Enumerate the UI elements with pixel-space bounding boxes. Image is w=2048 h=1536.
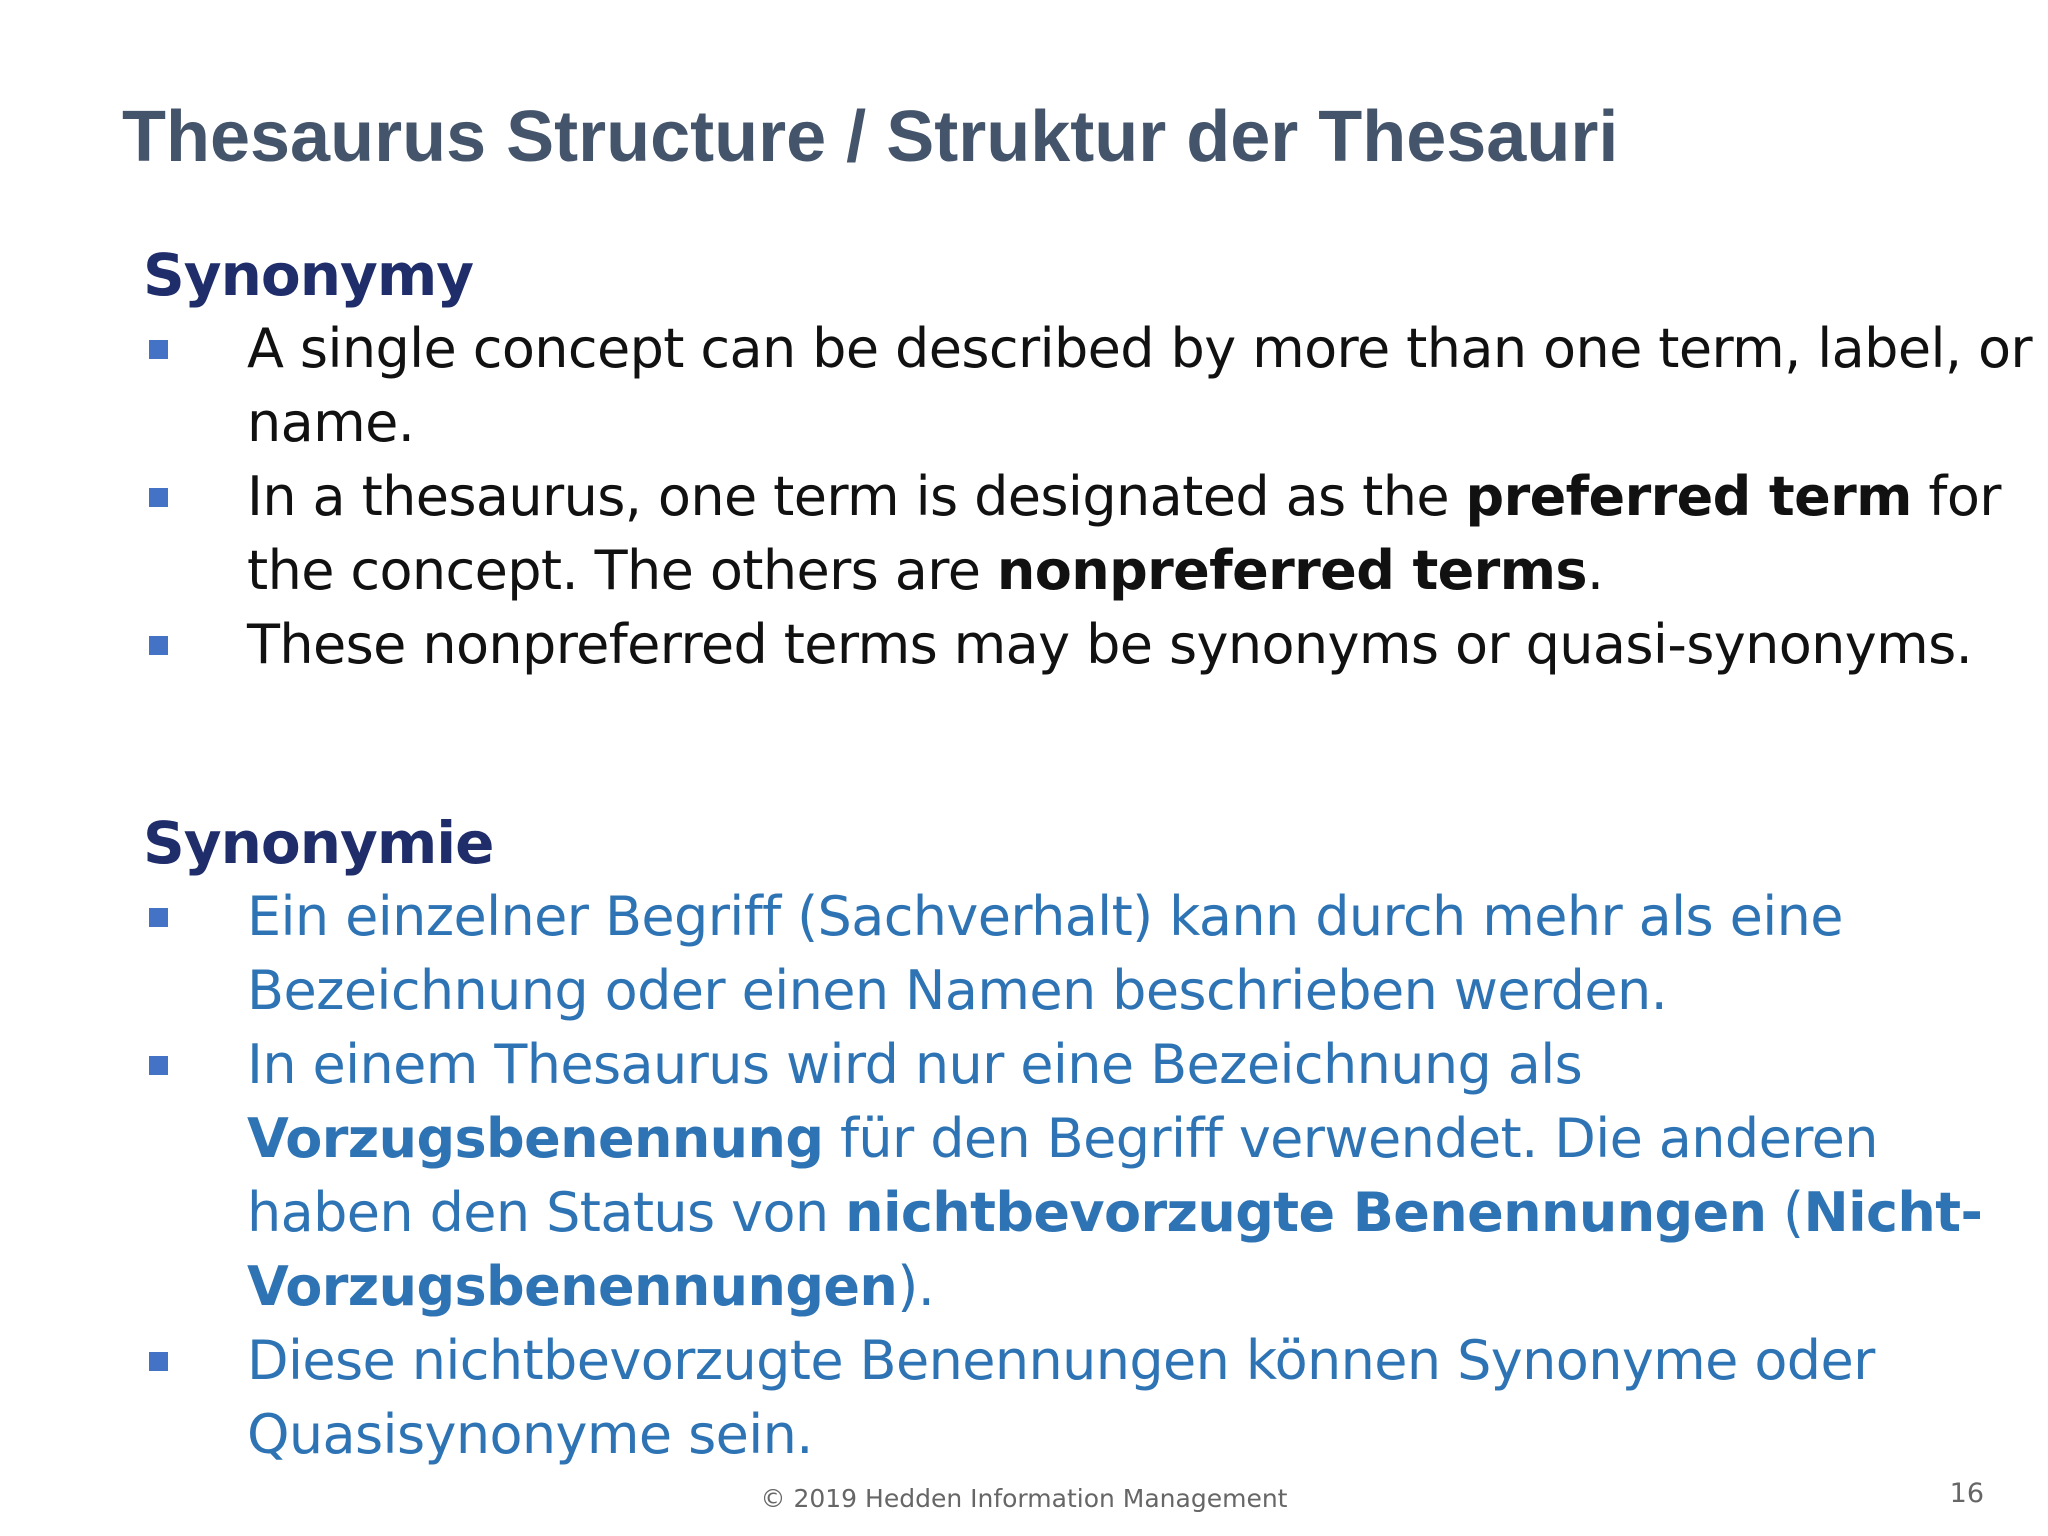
bullet-text: für den Begriff verwendet. Die anderen haben den Status von xyxy=(247,1107,1878,1244)
german-section xyxy=(143,806,2047,1472)
slide-title: Thesaurus Structure / Struktur der Thesauri xyxy=(122,97,1619,177)
bullet-item xyxy=(143,1324,2047,1472)
bullet-text: A single concept can be described by more than one term, label, or name. xyxy=(247,317,2033,454)
bullet-text: Ein einzelner Begriff (Sachverhalt) kann durch mehr als eine Bezeichnung oder einen Namen beschrieben werden. xyxy=(247,885,1843,1022)
bullet-item xyxy=(143,880,2047,1028)
german-bullet-list xyxy=(143,880,2047,1472)
bullet-item xyxy=(143,1028,2047,1324)
bold-term: Nicht-Vorzugsbenennungen xyxy=(247,1181,1983,1318)
bullet-text: In einem Thesaurus wird nur eine Bezeichnung als xyxy=(247,1033,1583,1096)
bullet-text: These nonpreferred terms may be synonyms or quasi-synonyms. xyxy=(247,613,1973,676)
bold-term: nichtbevorzugte Benennungen xyxy=(845,1181,1767,1244)
square-bullet-icon xyxy=(149,340,168,359)
bullet-text: for the concept. The others are xyxy=(247,465,2001,602)
square-bullet-icon xyxy=(149,488,168,507)
square-bullet-icon xyxy=(149,1056,168,1075)
bold-term: preferred term xyxy=(1465,465,1912,528)
english-section xyxy=(143,238,2047,682)
english-bullet-list xyxy=(143,312,2047,682)
bullet-text: Diese nichtbevorzugte Benennungen können Synonyme oder Quasisynonyme sein. xyxy=(247,1329,1875,1466)
bullet-item xyxy=(143,312,2047,460)
square-bullet-icon xyxy=(149,636,168,655)
square-bullet-icon xyxy=(149,908,168,927)
bold-term: Vorzugsbenennung xyxy=(247,1107,824,1170)
page-number: 16 xyxy=(1949,1478,1984,1509)
bullet-item xyxy=(143,460,2047,608)
german-heading: Synonymie xyxy=(143,809,494,877)
bullet-text: ( xyxy=(1766,1181,1804,1244)
bullet-text: ). xyxy=(897,1255,935,1318)
bold-term: nonpreferred terms xyxy=(996,539,1587,602)
bullet-item xyxy=(143,608,2047,682)
bullet-text: . xyxy=(1586,539,1604,602)
bullet-text: In a thesaurus, one term is designated as the xyxy=(247,465,1466,528)
square-bullet-icon xyxy=(149,1352,168,1371)
english-heading: Synonymy xyxy=(143,241,474,309)
copyright-footer: © 2019 Hedden Information Management xyxy=(760,1484,1288,1513)
